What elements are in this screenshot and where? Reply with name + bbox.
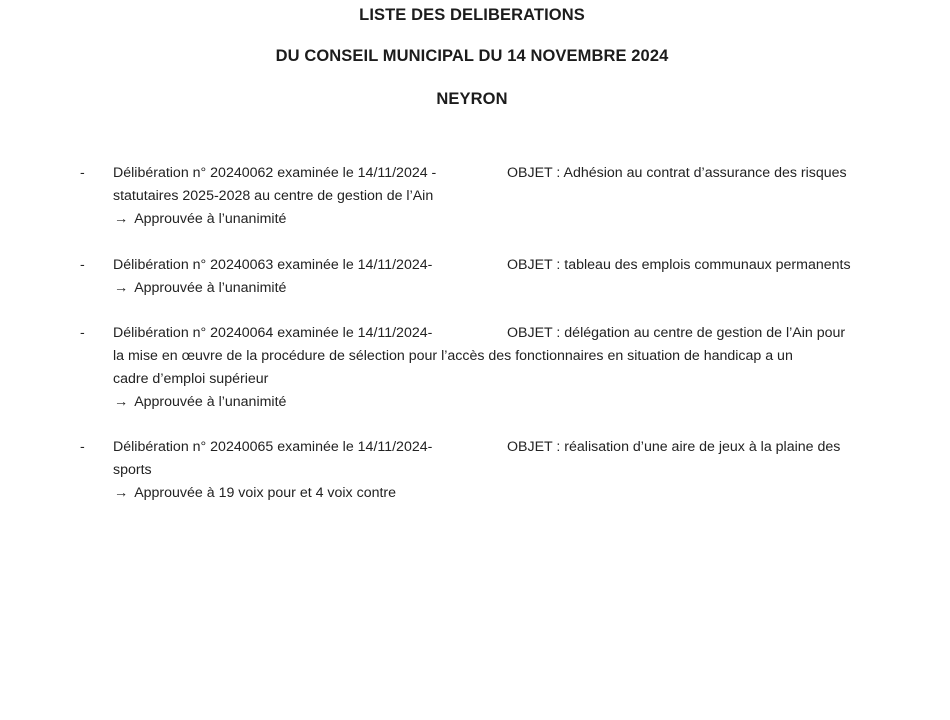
deliberation-heading: Délibération n° 20240063 examinée le 14/11/2024-	[113, 257, 433, 273]
deliberation-object: OBJET : tableau des emplois communaux permanents	[507, 257, 851, 273]
deliberation-list	[0, 162, 950, 505]
deliberation-object-continuation: statutaires 2025-2028 au centre de gestion de l’Ain	[113, 188, 434, 204]
arrow-right-icon: →	[114, 485, 129, 501]
result-text: Approuvée à l’unanimité	[134, 280, 287, 296]
deliberation-object: OBJET : réalisation d’une aire de jeux à la plaine des	[507, 439, 841, 455]
document-subtitle: DU CONSEIL MUNICIPAL DU 14 NOVEMBRE 2024	[275, 47, 669, 65]
list-bullet: -	[80, 439, 85, 455]
deliberation-object-continuation: la mise en œuvre de la procédure de sélection pour l’accès des fonctionnaires en situation de handicap a un	[113, 348, 793, 364]
deliberation-heading: Délibération n° 20240064 examinée le 14/11/2024-	[113, 325, 433, 341]
arrow-right-icon: →	[114, 280, 129, 296]
deliberation-item	[0, 162, 950, 231]
deliberation-result	[114, 208, 286, 231]
deliberation-result	[114, 482, 396, 505]
deliberation-heading: Délibération n° 20240062 examinée le 14/11/2024 -	[113, 165, 437, 181]
deliberation-object: OBJET : délégation au centre de gestion de l’Ain pour	[507, 325, 846, 341]
list-bullet: -	[80, 325, 85, 341]
result-text: Approuvée à l’unanimité	[134, 394, 287, 410]
deliberation-item	[0, 322, 950, 414]
list-bullet: -	[80, 257, 85, 273]
deliberation-item	[0, 254, 950, 300]
arrow-right-icon: →	[114, 394, 129, 410]
deliberation-result	[114, 277, 286, 300]
document-title: LISTE DES DELIBERATIONS	[359, 6, 585, 24]
result-text: Approuvée à 19 voix pour et 4 voix contre	[134, 485, 397, 501]
arrow-right-icon: →	[114, 211, 129, 227]
result-text: Approuvée à l’unanimité	[134, 211, 287, 227]
deliberation-heading: Délibération n° 20240065 examinée le 14/11/2024-	[113, 439, 433, 455]
list-bullet: -	[80, 165, 85, 181]
deliberation-object-continuation: cadre d’emploi supérieur	[113, 371, 269, 387]
commune-name: NEYRON	[436, 90, 508, 108]
deliberation-object: OBJET : Adhésion au contrat d’assurance des risques	[507, 165, 847, 181]
deliberation-item	[0, 436, 950, 505]
deliberation-object-continuation: sports	[113, 462, 152, 478]
deliberation-result	[114, 391, 286, 414]
